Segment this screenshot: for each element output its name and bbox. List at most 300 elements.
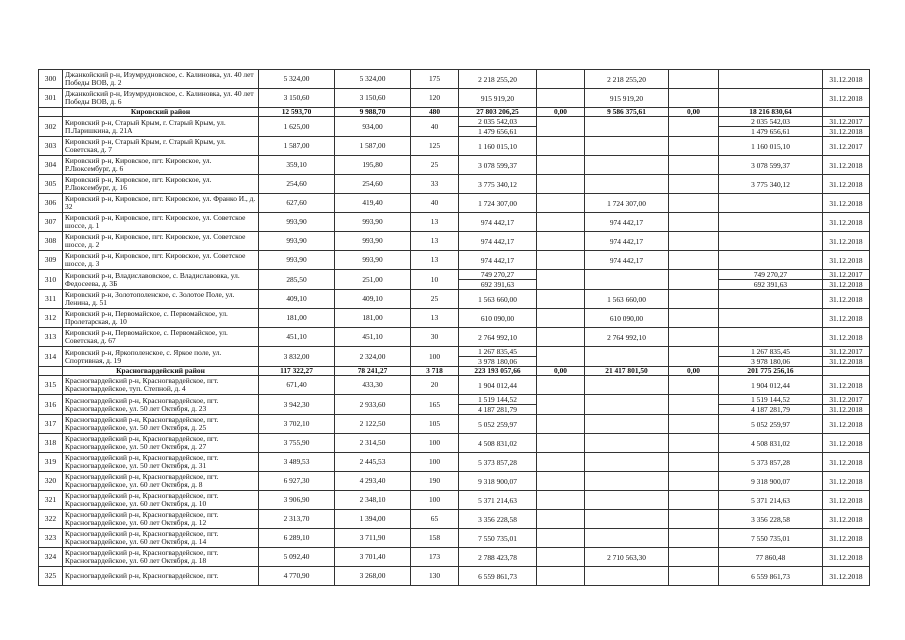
deadline-cell-line: 31.12.2017 [829,270,863,279]
deadline-cell-line: 31.12.2018 [829,74,863,84]
table-row [39,309,870,328]
col8-cell [669,453,719,472]
row-number: 304 [39,156,63,175]
col7-cell [585,251,669,270]
col6-cell [537,309,585,328]
table-row [39,376,870,395]
col9-cell-line: 5 373 857,28 [751,457,790,467]
table-row [39,70,870,89]
row-number: 321 [39,491,63,510]
deadline-cell-line: 31.12.2018 [829,438,863,448]
district-name: Красногвардейский район [63,367,259,376]
subtotal-date [823,108,870,117]
col9-cell-line: 1 519 144,52 [751,395,790,404]
residents-cell: 40 [411,117,459,137]
cost-total-cell [459,290,537,309]
deadline-cell-line: 31.12.2018 [829,236,863,246]
row-number: 313 [39,328,63,347]
col7-cell [585,70,669,89]
area-total-cell: 3 755,90 [259,434,335,453]
area-total-cell: 3 942,30 [259,395,335,415]
col6-cell [537,415,585,434]
col6-cell [537,194,585,213]
row-number: 302 [39,117,63,137]
row-number: 314 [39,347,63,367]
col6-cell [537,567,585,586]
col8-cell [669,491,719,510]
col9-cell [719,309,823,328]
col6-cell [537,347,585,367]
subtotal-date [823,367,870,376]
deadline-cell-line: 31.12.2018 [829,514,863,524]
table-row [39,434,870,453]
cost-total-cell-line: 1 267 835,45 [478,347,517,356]
col8-cell [669,270,719,290]
area-living-cell: 419,40 [335,194,411,213]
deadline-cell-line: 31.12.2017 [829,141,863,151]
row-number: 319 [39,453,63,472]
col9-cell [719,70,823,89]
col7-cell-line: 915 919,20 [609,93,644,103]
cost-total-cell [459,89,537,108]
area-living-cell: 451,10 [335,328,411,347]
residents-cell: 105 [411,415,459,434]
residents-cell: 25 [411,290,459,309]
area-living-cell: 4 293,40 [335,472,411,491]
col6-cell [537,270,585,290]
cost-total-cell-line: 2 035 542,03 [478,117,517,126]
col8-cell [669,137,719,156]
subtotal-cost-total: 223 193 057,66 [459,367,537,376]
row-number: 320 [39,472,63,491]
cost-total-cell-line: 7 550 735,01 [478,533,517,543]
row-number: 312 [39,309,63,328]
col9-cell [719,376,823,395]
col8-cell [669,290,719,309]
deadline-cell [823,529,870,548]
table-row [39,194,870,213]
col8-cell [669,194,719,213]
cost-total-cell-line: 1 519 144,52 [478,395,517,404]
col8-cell [669,328,719,347]
cost-total-cell-line: 3 775 340,12 [478,179,517,189]
cost-total-cell [459,548,537,567]
col6-cell [537,117,585,137]
col7-cell [585,137,669,156]
deadline-cell [823,309,870,328]
address-cell: Джанкойский р-н, Изумрудновское, с. Калиновка, ул. 40 лет Победы ВОВ, д. 6 [63,89,259,108]
col8-cell [669,415,719,434]
address-cell: Красногвардейский р-н, Красногвардейское, пгт. Красногвардейское, ул. 50 лет Октября, д. 23 [63,395,259,415]
cost-total-cell-line: 974 442,17 [480,236,515,246]
table-row [39,290,870,309]
area-living-cell: 181,00 [335,309,411,328]
subtotal-col9: 18 216 830,64 [719,108,823,117]
cost-total-cell [459,232,537,251]
cost-total-cell-line: 610 090,00 [480,313,515,323]
col7-cell-line: 974 442,17 [609,255,644,265]
residents-cell: 125 [411,137,459,156]
col7-cell-line: 2 764 992,10 [607,332,646,342]
cost-total-cell [459,156,537,175]
deadline-cell [823,415,870,434]
row-number: 306 [39,194,63,213]
cost-total-cell [459,491,537,510]
col8-cell [669,395,719,415]
cost-total-cell-line: 1 563 660,00 [478,294,517,304]
col9-cell [719,213,823,232]
deadline-cell-line: 31.12.2018 [829,380,863,390]
subtotal-area-total: 12 593,70 [259,108,335,117]
col9-cell [719,251,823,270]
col7-cell [585,194,669,213]
area-total-cell: 3 150,60 [259,89,335,108]
cost-total-cell [459,328,537,347]
col8-cell [669,175,719,194]
table-row [39,510,870,529]
col7-cell [585,232,669,251]
address-cell: Кировский р-н, Кировское, пгт. Кировское, ул. Советское шоссе, д. 3 [63,251,259,270]
cost-total-cell-line: 5 052 259,97 [478,419,517,429]
cost-total-cell-line: 692 391,63 [459,279,536,289]
cost-total-cell-line: 1 479 656,61 [459,126,536,136]
col9-cell-line: 6 559 861,73 [751,571,790,581]
col9-cell-line: 5 052 259,97 [751,419,790,429]
address-cell: Кировский р-н, Кировское, пгт. Кировское, ул. Советское шоссе, д. 2 [63,232,259,251]
row-number: 300 [39,70,63,89]
col6-cell [537,510,585,529]
district-subtotal-row [39,367,870,376]
col7-cell [585,156,669,175]
row-number: 323 [39,529,63,548]
deadline-cell [823,376,870,395]
residents-cell: 13 [411,213,459,232]
cost-total-cell [459,453,537,472]
col9-cell-line: 3 078 599,37 [751,160,790,170]
col9-cell [719,175,823,194]
col8-cell [669,89,719,108]
table-row [39,453,870,472]
deadline-cell-line: 31.12.2017 [829,395,863,404]
table-row [39,328,870,347]
row-number: 318 [39,434,63,453]
area-total-cell: 6 289,10 [259,529,335,548]
col8-cell [669,347,719,367]
col7-cell [585,510,669,529]
col6-cell [537,137,585,156]
subtotal-col9: 201 775 256,16 [719,367,823,376]
deadline-cell-line: 31.12.2018 [829,93,863,103]
col8-cell [669,251,719,270]
subtotal-col8: 0,00 [669,108,719,117]
address-cell: Кировский р-н, Яркополенское, с. Яркое поле, ул. Спортивная, д. 19 [63,347,259,367]
col6-cell [537,290,585,309]
cost-total-cell-line: 4 508 831,02 [478,438,517,448]
deadline-cell-line: 31.12.2018 [829,419,863,429]
col7-cell-line: 2 218 255,20 [607,74,646,84]
area-total-cell: 3 832,00 [259,347,335,367]
residents-cell: 33 [411,175,459,194]
area-living-cell: 993,90 [335,232,411,251]
area-total-cell: 5 092,40 [259,548,335,567]
deadline-cell [823,434,870,453]
deadline-cell [823,453,870,472]
col9-cell-line: 4 187 281,79 [719,404,822,414]
deadline-cell [823,472,870,491]
area-living-cell: 3 268,00 [335,567,411,586]
col8-cell [669,434,719,453]
address-cell: Кировский р-н, Кировское, пгт. Кировское, ул. Советское шоссе, д. 1 [63,213,259,232]
table-row [39,213,870,232]
area-total-cell: 993,90 [259,232,335,251]
col8-cell [669,376,719,395]
residents-cell: 10 [411,270,459,290]
residents-cell: 13 [411,309,459,328]
document-page [38,69,870,586]
district-name: Кировский район [63,108,259,117]
col7-cell [585,434,669,453]
col9-cell [719,89,823,108]
area-total-cell: 254,60 [259,175,335,194]
col8-cell [669,309,719,328]
col8-cell [669,529,719,548]
subtotal-col7: 9 586 375,61 [585,108,669,117]
cost-total-cell [459,194,537,213]
deadline-cell-line: 31.12.2018 [829,332,863,342]
col8-cell [669,117,719,137]
subtotal-col8: 0,00 [669,367,719,376]
col7-cell [585,117,669,137]
deadline-cell-line: 31.12.2018 [829,198,863,208]
cost-total-cell [459,529,537,548]
col7-cell [585,415,669,434]
residents-cell: 165 [411,395,459,415]
col9-cell [719,395,823,415]
residents-cell: 130 [411,567,459,586]
deadline-cell-line: 31.12.2018 [829,533,863,543]
col9-cell-line: 77 860,48 [755,552,786,562]
col6-cell [537,70,585,89]
residents-cell: 100 [411,434,459,453]
table-row [39,270,870,290]
row-number: 315 [39,376,63,395]
subtotal-area-living: 9 988,70 [335,108,411,117]
col7-cell [585,175,669,194]
row-number [39,108,63,117]
col8-cell [669,510,719,529]
area-total-cell: 627,60 [259,194,335,213]
col9-cell [719,194,823,213]
deadline-cell-line: 31.12.2018 [823,279,869,289]
col9-cell-line: 1 479 656,61 [719,126,822,136]
row-number: 316 [39,395,63,415]
col9-cell-line: 9 318 900,07 [751,476,790,486]
residents-cell: 100 [411,347,459,367]
area-living-cell: 993,90 [335,213,411,232]
cost-total-cell-line: 974 442,17 [480,217,515,227]
deadline-cell [823,491,870,510]
area-living-cell: 2 314,50 [335,434,411,453]
deadline-cell [823,194,870,213]
area-total-cell: 993,90 [259,251,335,270]
col7-cell [585,453,669,472]
deadline-cell-line: 31.12.2018 [829,495,863,505]
residents-cell: 13 [411,232,459,251]
col9-cell-line: 7 550 735,01 [751,533,790,543]
table-row [39,156,870,175]
col7-cell [585,472,669,491]
cost-total-cell [459,510,537,529]
col7-cell-line: 1 724 307,00 [607,198,646,208]
col9-cell-line: 3 978 180,06 [719,356,822,366]
col6-cell [537,434,585,453]
district-subtotal-row [39,108,870,117]
cost-total-cell [459,70,537,89]
col6-cell [537,395,585,415]
table-row [39,548,870,567]
area-living-cell: 433,30 [335,376,411,395]
col7-cell-line: 974 442,17 [609,236,644,246]
address-cell: Джанкойский р-н, Изумрудновское, с. Калиновка, ул. 40 лет Победы ВОВ, д. 2 [63,70,259,89]
deadline-cell [823,156,870,175]
address-cell: Кировский р-н, Первомайское, с. Первомайское, ул. Пролетарская, д. 10 [63,309,259,328]
area-living-cell: 3 701,40 [335,548,411,567]
row-number: 324 [39,548,63,567]
subtotal-col6: 0,00 [537,367,585,376]
table-body [39,70,870,586]
area-living-cell: 1 394,00 [335,510,411,529]
area-total-cell: 451,10 [259,328,335,347]
cost-total-cell-line: 3 978 180,06 [459,356,536,366]
residents-cell: 20 [411,376,459,395]
deadline-cell [823,567,870,586]
residents-cell: 173 [411,548,459,567]
cost-total-cell-line: 2 788 423,78 [478,552,517,562]
area-total-cell: 409,10 [259,290,335,309]
address-cell: Кировский р-н, Старый Крым, г. Старый Крым, ул. П.Ларишкина, д. 21А [63,117,259,137]
col8-cell [669,567,719,586]
residents-cell: 175 [411,70,459,89]
deadline-cell-line: 31.12.2018 [823,404,869,414]
col6-cell [537,232,585,251]
area-living-cell: 2 324,00 [335,347,411,367]
deadline-cell-line: 31.12.2018 [823,356,869,366]
area-living-cell: 2 445,53 [335,453,411,472]
col6-cell [537,156,585,175]
col9-cell-line: 1 160 015,10 [751,141,790,151]
area-total-cell: 5 324,00 [259,70,335,89]
deadline-cell-line: 31.12.2018 [829,217,863,227]
cost-total-cell-line: 6 559 861,73 [478,571,517,581]
deadline-cell-line: 31.12.2018 [829,160,863,170]
cost-total-cell-line: 974 442,17 [480,255,515,265]
col9-cell [719,290,823,309]
address-cell: Красногвардейский р-н, Красногвардейское, пгт. Красногвардейское, ул. 60 лет Октября, д. 12 [63,510,259,529]
col6-cell [537,453,585,472]
cost-total-cell-line: 3 356 228,58 [478,514,517,524]
col6-cell [537,491,585,510]
deadline-cell [823,510,870,529]
cost-total-cell [459,213,537,232]
area-total-cell: 1 625,00 [259,117,335,137]
cost-total-cell-line: 1 724 307,00 [478,198,517,208]
col6-cell [537,472,585,491]
col9-cell-line: 3 775 340,12 [751,179,790,189]
address-cell: Красногвардейский р-н, Красногвардейское, пгт. Красногвардейское, ул. 60 лет Октября, д. 18 [63,548,259,567]
subtotal-cost-total: 27 803 206,25 [459,108,537,117]
area-living-cell: 409,10 [335,290,411,309]
deadline-cell-line: 31.12.2018 [829,457,863,467]
table-row [39,347,870,367]
area-living-cell: 3 150,60 [335,89,411,108]
housing-repair-table [38,69,870,586]
col9-cell [719,529,823,548]
col9-cell-line: 1 904 012,44 [751,380,790,390]
deadline-cell-line: 31.12.2018 [829,294,863,304]
subtotal-col7: 21 417 801,50 [585,367,669,376]
col7-cell [585,491,669,510]
row-number: 309 [39,251,63,270]
table-row [39,415,870,434]
cost-total-cell [459,270,537,290]
col9-cell [719,567,823,586]
col9-cell-line: 4 508 831,02 [751,438,790,448]
table-row [39,89,870,108]
deadline-cell-line: 31.12.2018 [829,179,863,189]
deadline-cell [823,137,870,156]
subtotal-residents: 480 [411,108,459,117]
cost-total-cell [459,175,537,194]
col9-cell [719,347,823,367]
deadline-cell-line: 31.12.2017 [829,117,863,126]
cost-total-cell-line: 2 764 992,10 [478,332,517,342]
row-number: 311 [39,290,63,309]
row-number: 307 [39,213,63,232]
col9-cell-line: 749 270,27 [753,270,788,279]
table-row [39,567,870,586]
row-number: 325 [39,567,63,586]
address-cell: Красногвардейский р-н, Красногвардейское, пгт. [63,567,259,586]
cost-total-cell-line: 9 318 900,07 [478,476,517,486]
residents-cell: 30 [411,328,459,347]
area-total-cell: 359,10 [259,156,335,175]
cost-total-cell-line: 749 270,27 [480,270,515,279]
cost-total-cell-line: 915 919,20 [480,93,515,103]
col7-cell [585,376,669,395]
cost-total-cell-line: 4 187 281,79 [459,404,536,414]
area-total-cell: 671,40 [259,376,335,395]
col7-cell [585,529,669,548]
table-row [39,491,870,510]
address-cell: Красногвардейский р-н, Красногвардейское, пгт. Красногвардейское, туп. Степной, д. 4 [63,376,259,395]
address-cell: Красногвардейский р-н, Красногвардейское, пгт. Красногвардейское, ул. 60 лет Октября, д. 10 [63,491,259,510]
subtotal-area-living: 78 241,27 [335,367,411,376]
col8-cell [669,548,719,567]
cost-total-cell [459,347,537,367]
col9-cell [719,117,823,137]
residents-cell: 120 [411,89,459,108]
deadline-cell [823,175,870,194]
deadline-cell-line: 31.12.2017 [829,347,863,356]
subtotal-area-total: 117 322,27 [259,367,335,376]
cost-total-cell [459,434,537,453]
row-number: 322 [39,510,63,529]
row-number [39,367,63,376]
table-row [39,395,870,415]
cost-total-cell [459,117,537,137]
area-total-cell: 3 702,10 [259,415,335,434]
residents-cell: 190 [411,472,459,491]
